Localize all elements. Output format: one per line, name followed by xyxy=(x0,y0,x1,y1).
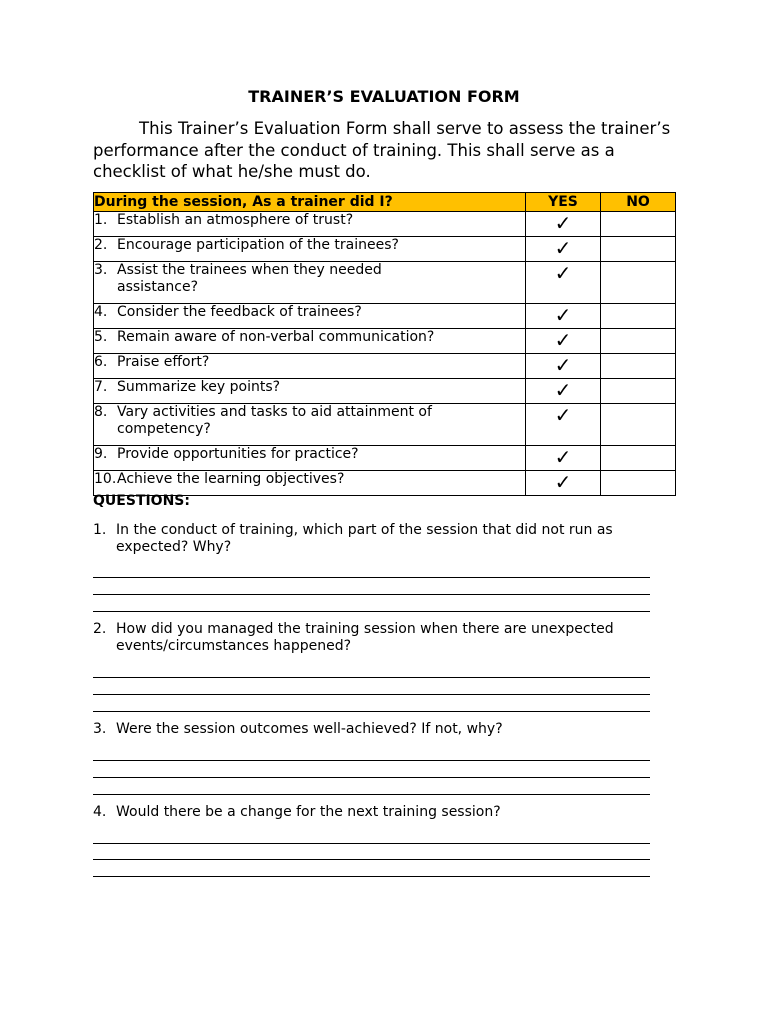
row-question xyxy=(94,446,526,471)
row-question xyxy=(94,212,526,237)
check-mark-icon: ✓ xyxy=(554,303,572,327)
no-cell[interactable] xyxy=(601,237,676,262)
intro-text: This Trainer’s Evaluation Form shall serve to assess the trainer’s performance after the conduct of training. This shall serve as a checklist of what he/she must do. xyxy=(93,119,671,181)
table-row xyxy=(94,379,676,404)
form-title: TRAINER’S EVALUATION FORM xyxy=(248,87,520,106)
check-mark-icon: ✓ xyxy=(554,211,572,235)
row-question xyxy=(94,354,526,379)
yes-cell[interactable] xyxy=(526,379,601,404)
no-cell[interactable] xyxy=(601,329,676,354)
no-cell[interactable] xyxy=(601,354,676,379)
row-question xyxy=(94,471,526,496)
yes-cell[interactable] xyxy=(526,329,601,354)
row-text: Consider the feedback of trainees? xyxy=(117,304,362,320)
question-number: 2. xyxy=(93,621,107,637)
no-cell[interactable] xyxy=(601,471,676,496)
answer-line[interactable] xyxy=(93,694,650,695)
answer-line[interactable] xyxy=(93,843,650,844)
question-number: 3. xyxy=(93,721,107,737)
row-question xyxy=(94,379,526,404)
answer-line[interactable] xyxy=(93,859,650,860)
check-mark-icon: ✓ xyxy=(554,403,572,427)
answer-line[interactable] xyxy=(93,876,650,877)
row-number: 6. xyxy=(94,354,108,370)
row-question xyxy=(94,237,526,262)
table-header-row xyxy=(94,193,676,212)
question-text-continued: events/circumstances happened? xyxy=(116,638,352,654)
yes-cell[interactable] xyxy=(526,471,601,496)
question-item xyxy=(93,522,683,556)
check-mark-icon: ✓ xyxy=(554,261,572,285)
no-cell[interactable] xyxy=(601,212,676,237)
row-number: 8. xyxy=(94,404,108,420)
header-yes: YES xyxy=(526,193,601,212)
row-text: Provide opportunities for practice? xyxy=(117,446,359,462)
table-row xyxy=(94,329,676,354)
yes-cell[interactable] xyxy=(526,212,601,237)
questions-heading: QUESTIONS: xyxy=(93,493,190,509)
answer-line[interactable] xyxy=(93,594,650,595)
row-text: Praise effort? xyxy=(117,354,210,370)
no-cell[interactable] xyxy=(601,262,676,304)
row-text: Achieve the learning objectives? xyxy=(117,471,345,487)
yes-cell[interactable] xyxy=(526,304,601,329)
row-number: 2. xyxy=(94,237,108,253)
question-item xyxy=(93,721,683,738)
row-text-continued: competency? xyxy=(117,421,211,437)
question-text: Would there be a change for the next training session? xyxy=(116,804,501,820)
question-number: 1. xyxy=(93,522,107,538)
table-row xyxy=(94,262,676,304)
no-cell[interactable] xyxy=(601,446,676,471)
table-row xyxy=(94,446,676,471)
check-mark-icon: ✓ xyxy=(554,445,572,469)
no-cell[interactable] xyxy=(601,304,676,329)
table-row xyxy=(94,304,676,329)
question-item xyxy=(93,804,683,821)
row-number: 7. xyxy=(94,379,108,395)
answer-line[interactable] xyxy=(93,777,650,778)
question-number: 4. xyxy=(93,804,107,820)
question-text: Were the session outcomes well-achieved? If not, why? xyxy=(116,721,503,737)
answer-line[interactable] xyxy=(93,794,650,795)
row-number: 1. xyxy=(94,212,108,228)
row-question xyxy=(94,262,526,304)
row-number: 5. xyxy=(94,329,108,345)
yes-cell[interactable] xyxy=(526,446,601,471)
table-row xyxy=(94,404,676,446)
row-text: Encourage participation of the trainees? xyxy=(117,237,399,253)
check-mark-icon: ✓ xyxy=(554,236,572,260)
table-row xyxy=(94,471,676,496)
check-mark-icon: ✓ xyxy=(554,378,572,402)
row-number: 4. xyxy=(94,304,108,320)
row-text: Remain aware of non-verbal communication? xyxy=(117,329,435,345)
row-question xyxy=(94,329,526,354)
yes-cell[interactable] xyxy=(526,354,601,379)
question-item xyxy=(93,621,683,655)
row-text: Assist the trainees when they needed xyxy=(117,262,382,278)
no-cell[interactable] xyxy=(601,404,676,446)
header-no: NO xyxy=(601,193,676,212)
question-text: How did you managed the training session when there are unexpected xyxy=(116,621,614,637)
row-text: Vary activities and tasks to aid attainment of xyxy=(117,404,432,420)
row-text: Establish an atmosphere of trust? xyxy=(117,212,354,228)
row-text: Summarize key points? xyxy=(117,379,281,395)
yes-cell[interactable] xyxy=(526,237,601,262)
check-mark-icon: ✓ xyxy=(554,470,572,494)
question-text: In the conduct of training, which part of the session that did not run as xyxy=(116,522,613,538)
header-question: During the session, As a trainer did I? xyxy=(94,193,526,212)
check-mark-icon: ✓ xyxy=(554,353,572,377)
answer-line[interactable] xyxy=(93,677,650,678)
no-cell[interactable] xyxy=(601,379,676,404)
row-number: 9. xyxy=(94,446,108,462)
row-question xyxy=(94,404,526,446)
yes-cell[interactable] xyxy=(526,262,601,304)
table-row xyxy=(94,237,676,262)
answer-line[interactable] xyxy=(93,760,650,761)
row-number: 3. xyxy=(94,262,108,278)
table-row xyxy=(94,354,676,379)
form-intro xyxy=(93,118,683,183)
answer-line[interactable] xyxy=(93,611,650,612)
answer-line[interactable] xyxy=(93,577,650,578)
answer-line[interactable] xyxy=(93,711,650,712)
yes-cell[interactable] xyxy=(526,404,601,446)
trainer-checklist-table xyxy=(93,192,676,496)
check-mark-icon: ✓ xyxy=(554,328,572,352)
row-number: 10. xyxy=(94,471,117,487)
row-text-continued: assistance? xyxy=(117,279,199,295)
question-text-continued: expected? Why? xyxy=(116,539,232,555)
table-row xyxy=(94,212,676,237)
row-question xyxy=(94,304,526,329)
